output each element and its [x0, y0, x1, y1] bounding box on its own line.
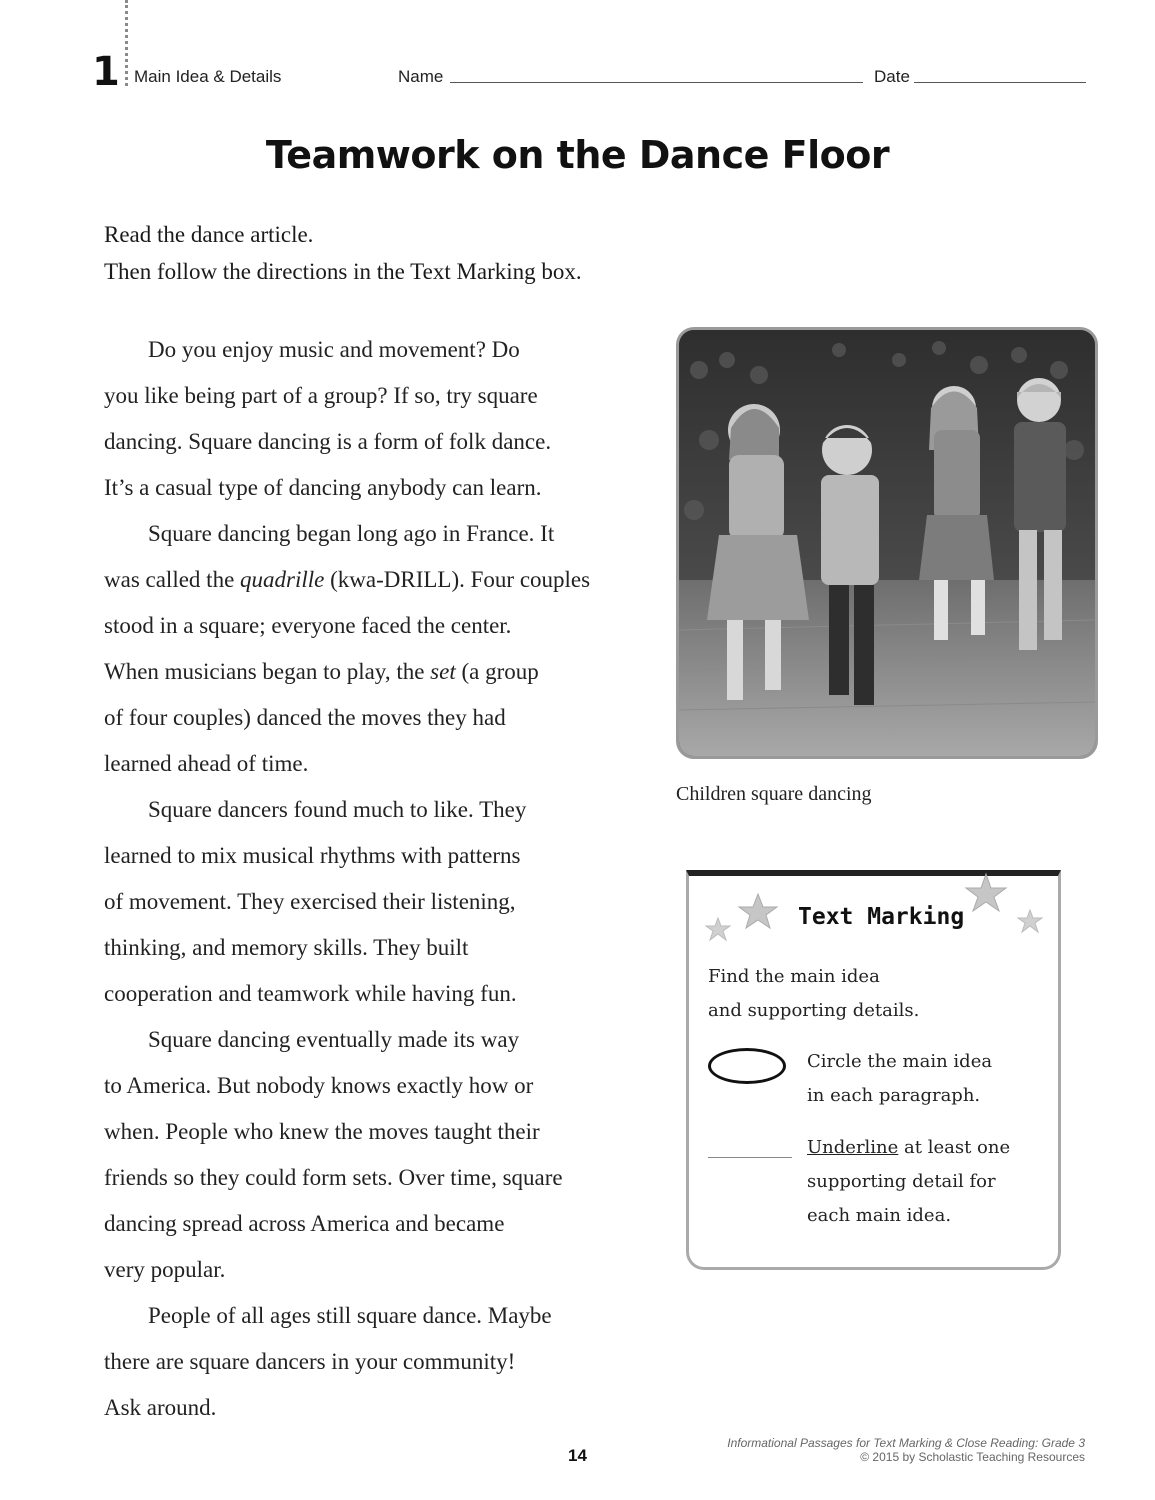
page-number: 14 [568, 1446, 587, 1465]
underline-word: Underline [807, 1137, 899, 1158]
article-text: thinking, and memory skills. They built [104, 935, 469, 960]
intro-line: Then follow the directions in the Text Marking box. [104, 259, 582, 284]
article-text: (a group [455, 659, 539, 684]
article-line [104, 833, 664, 879]
article-text: to America. But nobody knows exactly how or [104, 1073, 534, 1098]
article-text: (kwa-DRILL). Four couples [324, 567, 591, 592]
star-icon [706, 918, 730, 940]
photo-caption: Children square dancing [676, 783, 872, 805]
article-line [104, 1339, 664, 1385]
article-text: Do you enjoy music and movement? Do [148, 337, 520, 362]
article-term: set [430, 659, 456, 684]
instruction-line: and supporting details. [708, 1000, 920, 1021]
book-credit [727, 1436, 1085, 1464]
article-line [104, 1155, 664, 1201]
circle-mark-icon [708, 1048, 786, 1084]
lesson-skill: Main Idea & Details [134, 67, 282, 86]
article-text: when. People who knew the moves taught their [104, 1119, 540, 1144]
direction-line: Circle the main idea [807, 1051, 993, 1072]
article-line [104, 1247, 664, 1293]
article-body [104, 327, 664, 1431]
date-label: Date [874, 67, 910, 86]
article-text: was called the [104, 567, 241, 592]
direction-line: each main idea. [807, 1205, 952, 1226]
article-text: dancing spread across America and became [104, 1211, 505, 1236]
article-line [104, 327, 664, 373]
article-text: It’s a casual type of dancing anybody can learn. [104, 475, 542, 500]
article-text: of movement. They exercised their listening, [104, 889, 516, 914]
article-text: Square dancing began long ago in France. It [148, 521, 555, 546]
article-line [104, 971, 664, 1017]
circle-direction [807, 1045, 992, 1113]
article-line [104, 1201, 664, 1247]
copyright: © 2015 by Scholastic Teaching Resources [860, 1450, 1085, 1464]
article-line [104, 465, 664, 511]
direction-line: in each paragraph. [807, 1085, 981, 1106]
article-term: quadrille [240, 567, 325, 592]
article-line [104, 603, 664, 649]
name-label: Name [398, 67, 444, 86]
article-text: you like being part of a group? If so, try square [104, 383, 538, 408]
article-text: there are square dancers in your community! [104, 1349, 516, 1374]
article-line [104, 649, 664, 695]
article-line [104, 511, 664, 557]
article-line [104, 1293, 664, 1339]
text-marking-title: Text Marking [798, 904, 965, 930]
article-text: cooperation and teamwork while having fun. [104, 981, 517, 1006]
article-text: very popular. [104, 1257, 226, 1282]
article-line [104, 1109, 664, 1155]
article-text: Square dancing eventually made its way [148, 1027, 520, 1052]
article-line [104, 741, 664, 787]
underline-direction [807, 1131, 1010, 1233]
star-icon [739, 894, 777, 928]
article-photo [676, 327, 1098, 759]
article-line [104, 1063, 664, 1109]
article-text: learned ahead of time. [104, 751, 309, 776]
article-text: stood in a square; everyone faced the center. [104, 613, 512, 638]
square-dancing-photo [679, 330, 1095, 756]
name-field[interactable] [450, 82, 863, 83]
article-line [104, 557, 664, 603]
article-line [104, 695, 664, 741]
star-icon [966, 874, 1006, 911]
article-line [104, 373, 664, 419]
instruction-line: Find the main idea [708, 966, 880, 987]
article-text: learned to mix musical rhythms with patterns [104, 843, 521, 868]
article-text: Ask around. [104, 1395, 217, 1420]
text-marking-instruction [708, 960, 919, 1028]
header-divider [125, 0, 128, 86]
article-text: Square dancers found much to like. They [148, 797, 527, 822]
article-text: People of all ages still square dance. Maybe [148, 1303, 552, 1328]
underline-mark-icon [708, 1157, 792, 1158]
intro-line: Read the dance article. [104, 222, 314, 247]
book-title: Informational Passages for Text Marking & Close Reading: Grade 3 [727, 1436, 1085, 1450]
lesson-number: 1 [92, 49, 120, 95]
date-field[interactable] [914, 82, 1086, 83]
direction-line: at least one [898, 1137, 1011, 1158]
article-line [104, 1017, 664, 1063]
article-line [104, 787, 664, 833]
direction-line: supporting detail for [807, 1171, 996, 1192]
intro-directions [104, 216, 582, 290]
article-text: dancing. Square dancing is a form of folk dance. [104, 429, 552, 454]
article-line [104, 419, 664, 465]
article-line [104, 1385, 664, 1431]
article-text: When musicians began to play, the [104, 659, 431, 684]
star-icon [1018, 910, 1042, 932]
article-line [104, 925, 664, 971]
page-title: Teamwork on the Dance Floor [265, 133, 890, 177]
article-text: of four couples) danced the moves they had [104, 705, 506, 730]
article-text: friends so they could form sets. Over time, square [104, 1165, 563, 1190]
article-line [104, 879, 664, 925]
